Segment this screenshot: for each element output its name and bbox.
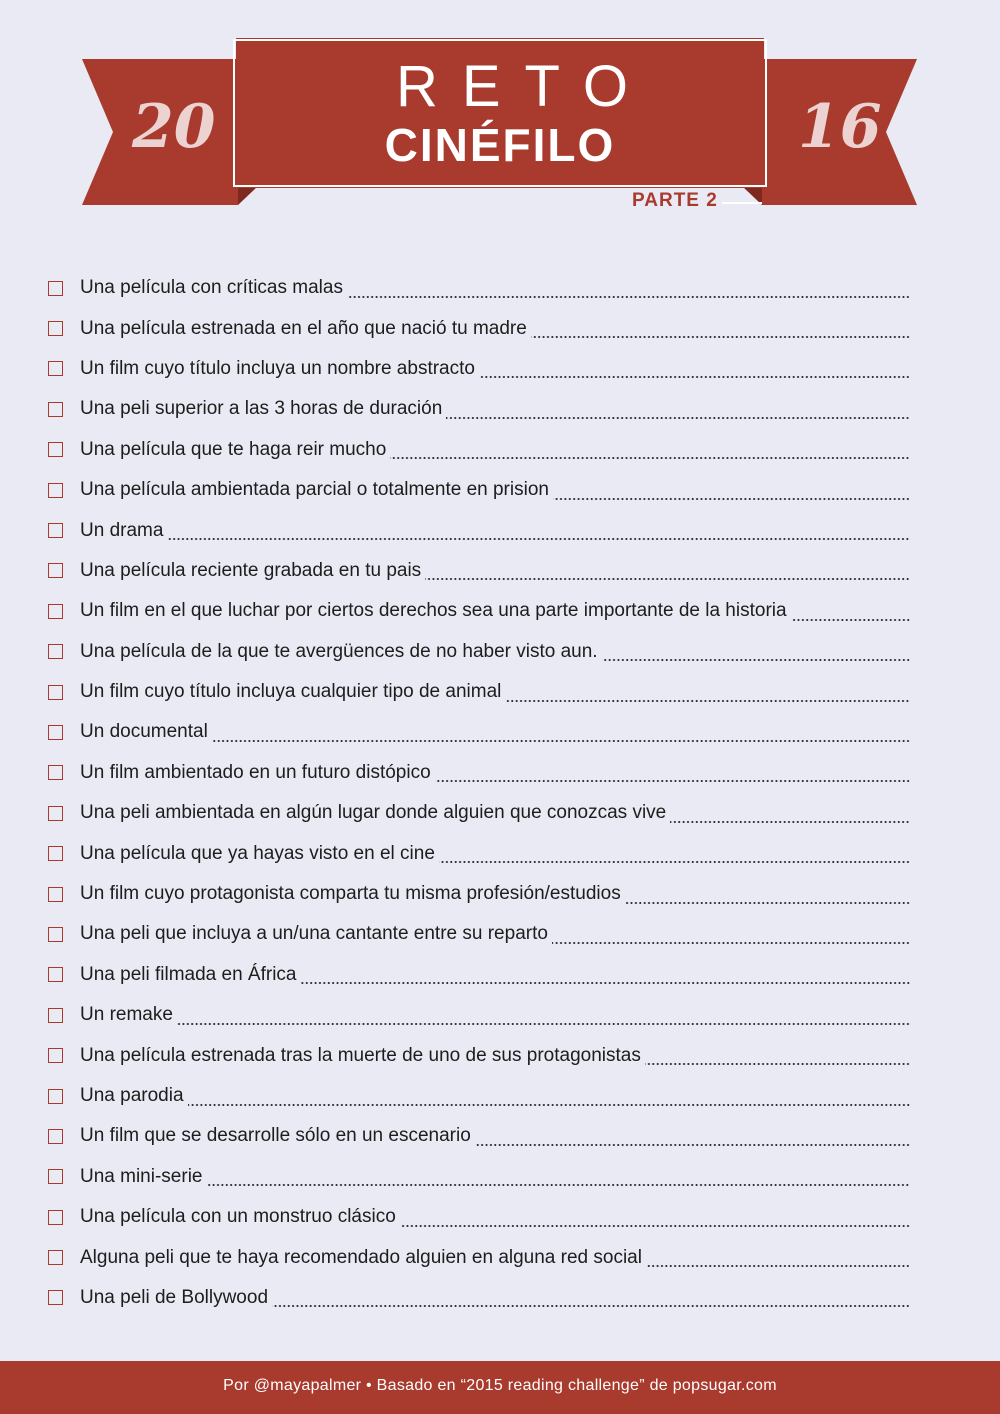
list-item [48,955,910,995]
dotted-leader [439,848,910,867]
list-item [48,1116,910,1156]
item-label: Una película de la que te avergüences de no haber visto aun. [80,640,598,662]
checkbox[interactable] [48,685,63,700]
checkbox[interactable] [48,1210,63,1225]
dotted-leader [347,283,910,302]
dotted-leader [553,485,910,504]
checkbox[interactable] [48,1048,63,1063]
item-label: Una película estrenada tras la muerte de uno de sus protagonistas [80,1044,641,1066]
item-label: Una peli de Bollywood [80,1286,269,1308]
dotted-leader [188,1091,910,1110]
dotted-leader [446,404,910,423]
checkbox[interactable] [48,402,63,417]
list-item [48,349,910,389]
list-item [48,470,910,510]
list-item [48,874,910,914]
checkbox[interactable] [48,846,63,861]
list-item [48,995,910,1035]
item-label: Un film que se desarrolle sólo en un escenario [80,1125,471,1147]
dotted-leader [435,767,910,786]
dotted-leader [552,929,910,948]
item-label: Un film cuyo título incluya un nombre abstracto [80,357,475,379]
checkbox[interactable] [48,604,63,619]
list-item [48,632,910,672]
dotted-leader [791,606,910,625]
item-label: Un documental [80,721,208,743]
list-item [48,308,910,348]
list-item [48,1035,910,1075]
item-label: Una parodia [80,1085,184,1106]
item-label: Una película que te haga reir mucho [80,438,387,460]
checkbox[interactable] [48,927,63,942]
list-item [48,1157,910,1197]
item-label: Un film ambientado en un futuro distópico [80,761,431,783]
list-item [48,793,910,833]
checkbox[interactable] [48,483,63,498]
checkbox[interactable] [48,321,63,336]
checkbox[interactable] [48,1250,63,1265]
list-item [48,268,910,308]
checkbox[interactable] [48,523,63,538]
dotted-leader [390,444,910,463]
dotted-leader [272,1292,910,1311]
checkbox[interactable] [48,1290,63,1305]
dotted-leader [425,565,910,584]
dotted-leader [625,889,910,908]
item-label: Alguna peli que te haya recomendado alguien en alguna red social [80,1246,642,1268]
item-label: Una peli superior a las 3 horas de duración [80,398,443,420]
item-label: Una peli filmada en África [80,963,297,985]
dotted-leader [400,1212,910,1231]
dotted-leader [602,646,910,665]
item-label: Un film cuyo protagonista comparta tu misma profesión/estudios [80,883,621,905]
item-label: Una película reciente grabada en tu pais [80,559,422,581]
list-item [48,591,910,631]
list-item [48,753,910,793]
dotted-leader [212,727,910,746]
checkbox[interactable] [48,281,63,296]
list-item [48,430,910,470]
list-item [48,1278,910,1318]
item-label: Un film cuyo título incluya cualquier tipo de animal [80,681,502,703]
list-item [48,672,910,712]
dotted-leader [475,1131,910,1150]
title-reto: RETO [395,54,653,119]
year-right: 16 [798,92,882,162]
item-label: Un drama [80,519,164,541]
subtitle-parte: PARTE 2 [632,190,718,211]
list-item [48,712,910,752]
checkbox[interactable] [48,1129,63,1144]
dotted-leader [479,363,910,382]
footer-bar [0,1361,1000,1414]
item-label: Una película que ya hayas visto en el cine [80,842,435,864]
item-label: Una peli ambientada en algún lugar donde alguien que conozcas vive [80,802,667,824]
item-label: Una película con críticas malas [80,277,343,299]
checkbox[interactable] [48,765,63,780]
list-item [48,389,910,429]
checkbox[interactable] [48,442,63,457]
list-item [48,1076,910,1116]
dotted-leader [177,1010,910,1029]
checkbox[interactable] [48,563,63,578]
dotted-leader [206,1171,910,1190]
checkbox[interactable] [48,361,63,376]
dotted-leader [167,525,910,544]
dotted-leader [645,1050,910,1069]
item-label: Un film en el que luchar por ciertos derechos sea una parte importante de la historia [80,600,787,622]
checkbox[interactable] [48,1169,63,1184]
list-item [48,833,910,873]
list-item [48,551,910,591]
footer-credits: Por @mayapalmer • Basado en “2015 reading challenge” de popsugar.com [223,1377,777,1394]
item-label: Un remake [80,1004,173,1026]
checkbox[interactable] [48,1089,63,1104]
checkbox[interactable] [48,967,63,982]
dotted-leader [505,687,910,706]
item-label: Una mini-serie [80,1165,203,1187]
list-item [48,510,910,550]
checkbox[interactable] [48,887,63,902]
dotted-leader [670,808,910,827]
item-label: Una película con un monstruo clásico [80,1206,396,1228]
checkbox[interactable] [48,1008,63,1023]
checkbox[interactable] [48,644,63,659]
list-item [48,914,910,954]
list-item [48,1237,910,1277]
challenge-list [48,268,910,1318]
dotted-leader [646,1252,910,1271]
item-label: Una película ambientada parcial o totalmente en prision [80,479,549,501]
item-label: Una peli que incluya a un/una cantante entre su reparto [80,923,548,945]
checkbox[interactable] [48,806,63,821]
year-left: 20 [132,92,216,162]
list-item [48,1197,910,1237]
checkbox[interactable] [48,725,63,740]
title-cinefilo: CINÉFILO [384,119,616,171]
item-label: Una película estrenada en el año que nació tu madre [80,317,527,339]
dotted-leader [301,969,911,988]
dotted-leader [531,323,910,342]
